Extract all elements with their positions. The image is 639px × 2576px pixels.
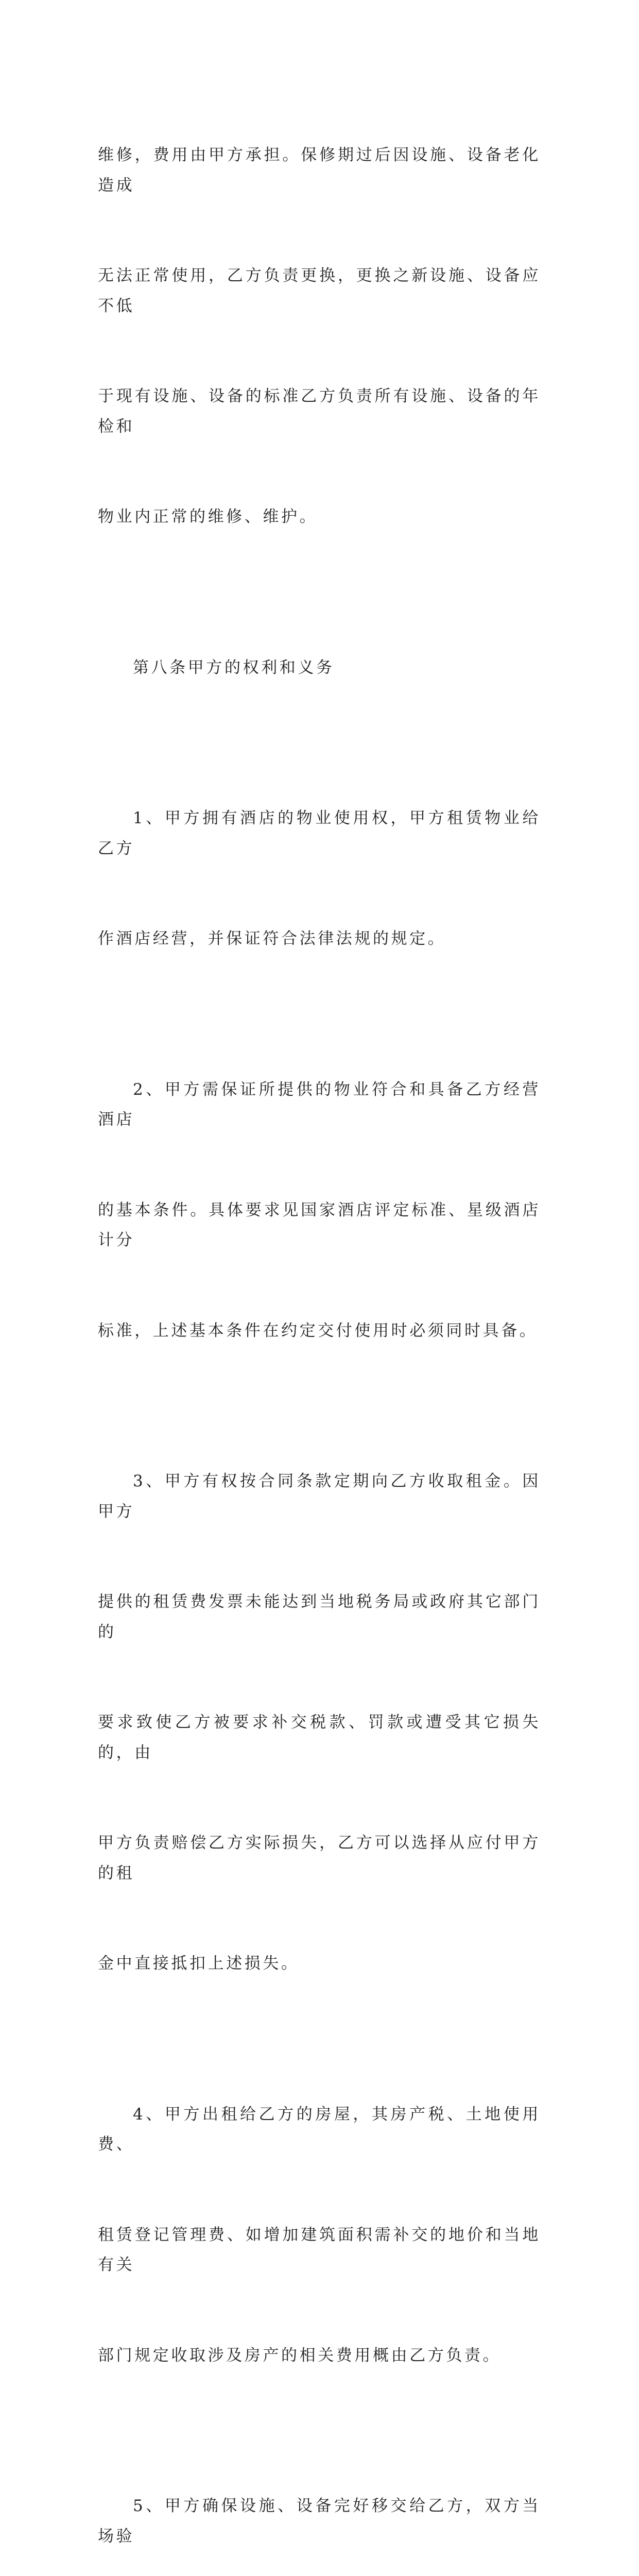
article-8-item-1 — [98, 743, 541, 1014]
text-line: 无法正常使用，乙方负责更换，更换之新设施、设备应不低 — [98, 266, 541, 315]
paragraph-continuation — [98, 80, 541, 592]
text-line: 1、甲方拥有酒店的物业使用权，甲方租赁物业给乙方 — [98, 809, 541, 858]
text-line: 维修，费用由甲方承担。保修期过后因设施、设备老化造成 — [98, 146, 541, 195]
text-line: 要求致使乙方被要求补交税款、罚款或遭受其它损失的，由 — [98, 1713, 541, 1762]
text-line: 3、甲方有权按合同条款定期向乙方收取租金。因甲方 — [98, 1472, 541, 1521]
article-8-item-5 — [98, 2431, 541, 2576]
document-body — [98, 80, 541, 2576]
text-line: 金中直接抵扣上述损失。 — [98, 1954, 300, 1973]
article-8-item-3 — [98, 1406, 541, 2039]
text-line: 部门规定收取涉及房产的相关费用概由乙方负责。 — [98, 2346, 502, 2365]
article-8-item-2 — [98, 1014, 541, 1406]
text-line: 5、甲方确保设施、设备完好移交给乙方，双方当场验 — [98, 2497, 541, 2546]
text-line: 甲方负责赔偿乙方实际损失，乙方可以选择从应付甲方的租 — [98, 1834, 541, 1883]
text-line: 第八条甲方的权利和义务 — [133, 658, 335, 677]
text-line: 4、甲方出租给乙方的房屋，其房产税、土地使用费、 — [98, 2105, 541, 2154]
text-line: 提供的租赁费发票未能达到当地税务局或政府其它部门的 — [98, 1592, 541, 1641]
text-line: 的基本条件。具体要求见国家酒店评定标准、星级酒店计分 — [98, 1200, 541, 1249]
text-line: 标准，上述基本条件在约定交付使用时必须同时具备。 — [98, 1321, 538, 1340]
text-line: 租赁登记管理费、如增加建筑面积需补交的地价和当地有关 — [98, 2225, 541, 2274]
text-line: 作酒店经营，并保证符合法律法规的规定。 — [98, 929, 446, 948]
article-8-item-4 — [98, 2039, 541, 2431]
text-line: 于现有设施、设备的标准乙方负责所有设施、设备的年检和 — [98, 387, 541, 436]
text-line: 物业内正常的维修、维护。 — [98, 507, 318, 526]
article-8-heading — [98, 592, 541, 743]
text-line: 2、甲方需保证所提供的物业符合和具备乙方经营酒店 — [98, 1080, 541, 1129]
